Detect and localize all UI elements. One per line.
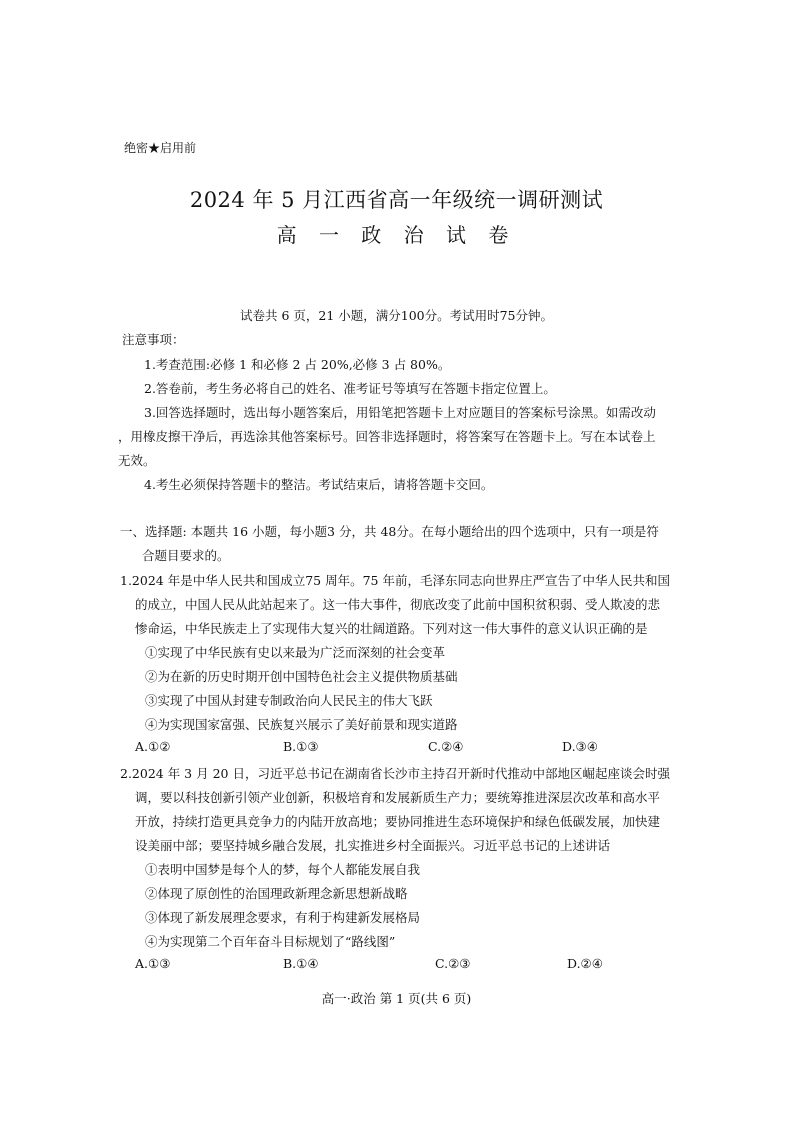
- question-stem: 1.2024 年是中华人民共和国成立75 周年。75 年前，毛泽东同志向世界庄严宣告了中华人民共和国: [120, 573, 670, 588]
- statement: ③实现了中国从封建专制政治向人民民主的伟大飞跃: [145, 693, 433, 708]
- notice-item: ，用橡皮擦干净后，再选涂其他答案标号。回答非选择题时，将答案写在答题卡上。写在本试卷上: [118, 429, 656, 444]
- question-stem: 开放，持续打造更具竞争力的内陆开放高地；要协同推进生态环境保护和绿色低碳发展，加快建: [135, 814, 661, 829]
- paper-subtitle: 高 一 政 治 试 卷: [276, 223, 517, 247]
- exam-title: 2024 年 5 月江西省高一年级统一调研测试: [189, 188, 604, 212]
- question-stem: 调，要以科技创新引领产业创新，积极培育和发展新质生产力；要统筹推进深层次改革和高水平: [135, 790, 661, 805]
- statement: ①表明中国梦是每个人的梦，每个人都能发展自我: [145, 862, 421, 877]
- choice-b[interactable]: B.①③: [283, 739, 319, 754]
- section-heading: 一、选择题: 本题共 16 小题，每小题3 分，共 48分。在每小题给出的四个选项中，只有一项是符: [120, 524, 659, 539]
- question-stem: 的成立，中国人民从此站起来了。这一伟大事件，彻底改变了此前中国积贫积弱、受人欺凌的悲: [135, 597, 661, 612]
- page-footer: 高一·政治 第 1 页(共 6 页): [321, 991, 472, 1006]
- question-stem: 2.2024 年 3 月 20 日，习近平总书记在湖南省长沙市主持召开新时代推动中部地区崛起座谈会时强: [120, 766, 670, 781]
- choice-c[interactable]: C.②③: [435, 956, 471, 971]
- notice-heading: 注意事项：: [122, 332, 185, 347]
- statement: ④为实现国家富强、民族复兴展示了美好前景和现实道路: [145, 717, 458, 732]
- choice-a[interactable]: A.①②: [135, 739, 171, 754]
- paper-info: 试卷共 6 页，21 小题，满分100分。考试用时75分钟。: [239, 308, 554, 323]
- notice-item: 2.答卷前，考生务必将自己的姓名、准考证号等填写在答题卡指定位置上。: [144, 381, 556, 396]
- choice-c[interactable]: C.②④: [428, 739, 464, 754]
- question-stem: 设美丽中部；要坚持城乡融合发展，扎实推进乡村全面振兴。习近平总书记的上述讲话: [135, 838, 611, 853]
- choice-d[interactable]: D.③④: [562, 739, 598, 754]
- confidential-mark: 绝密★启用前: [124, 141, 197, 155]
- statement: ③体现了新发展理念要求，有利于构建新发展格局: [145, 910, 421, 925]
- notice-item: 无效。: [118, 453, 156, 468]
- choice-a[interactable]: A.①③: [135, 956, 171, 971]
- notice-item: 3.回答选择题时，选出每小题答案后，用铅笔把答题卡上对应题目的答案标号涂黑。如需改动: [144, 405, 656, 420]
- section-heading: 合题目要求的。: [142, 548, 230, 563]
- statement: ②体现了原创性的治国理政新理念新思想新战略: [145, 886, 408, 901]
- choice-b[interactable]: B.①④: [283, 956, 319, 971]
- statement: ①实现了中华民族有史以来最为广泛而深刻的社会变革: [145, 645, 446, 660]
- notice-item: 1.考查范围:必修 1 和必修 2 占 20%,必修 3 占 80%。: [144, 357, 451, 372]
- choice-d[interactable]: D.②④: [567, 956, 603, 971]
- notice-item: 4.考生必须保持答题卡的整洁。考试结束后，请将答题卡交回。: [144, 477, 494, 492]
- statement: ②为在新的历史时期开创中国特色社会主义提供物质基础: [145, 669, 458, 684]
- statement: ④为实现第二个百年奋斗目标规划了“路线图”: [145, 934, 396, 949]
- question-stem: 惨命运，中华民族走上了实现伟大复兴的壮阔道路。下列对这一伟大事件的意义认识正确的是: [135, 621, 648, 636]
